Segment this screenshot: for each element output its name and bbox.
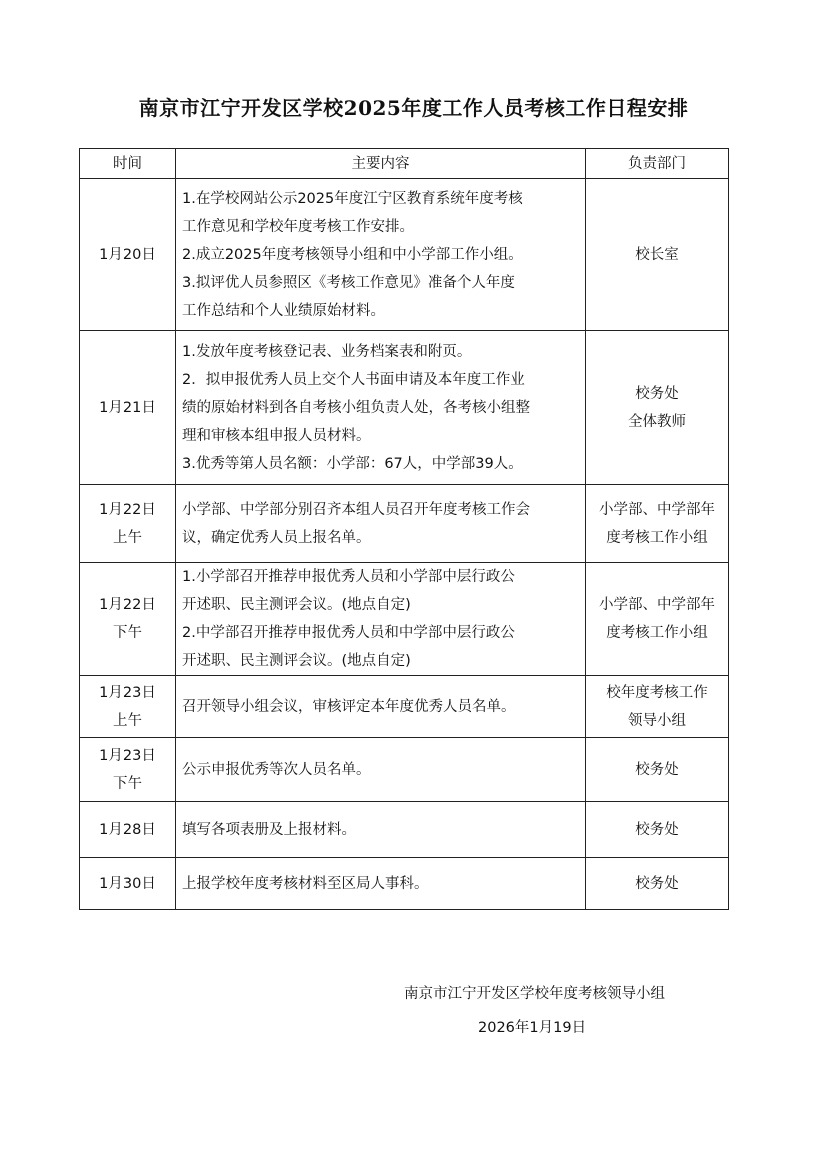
content-cell-line: 填写各项表册及上报材料。	[182, 821, 356, 838]
dept-cell	[586, 676, 729, 738]
content-cell-line: 公示申报优秀等次人员名单。	[182, 761, 371, 778]
table-header-row	[80, 149, 729, 179]
table-row	[80, 485, 729, 563]
dept-cell-line: 度考核工作小组	[606, 625, 708, 641]
content-cell	[176, 563, 586, 676]
time-cell	[80, 563, 176, 676]
dept-cell-line: 全体教师	[628, 413, 686, 430]
table-row	[80, 331, 729, 485]
dept-cell-line: 度考核工作小组	[606, 529, 708, 546]
dept-cell-line: 校年度考核工作	[606, 684, 708, 701]
time-cell-line: 上午	[113, 529, 142, 546]
time-cell-line: 下午	[113, 775, 142, 792]
table-row	[80, 676, 729, 738]
content-cell	[176, 676, 586, 738]
time-cell-line: 1月20日	[99, 246, 156, 263]
time-cell-line: 1月22日	[99, 501, 156, 518]
content-cell-line: 绩的原始材料到各自考核小组负责人处，各考核小组整	[182, 399, 530, 416]
content-cell-line: 开述职、民主测评会议。(地点自定)	[182, 653, 411, 669]
table-row	[80, 179, 729, 331]
content-cell-line: 开述职、民主测评会议。(地点自定)	[182, 597, 411, 613]
dept-cell-line: 校务处	[635, 875, 679, 892]
footer-date: 2026年1月19日	[478, 1020, 587, 1036]
content-cell-line: 1.在学校网站公示2025年度江宁区教育系统年度考核	[182, 190, 523, 207]
content-cell	[176, 179, 586, 331]
time-cell-line: 1月23日	[99, 684, 156, 701]
content-cell	[176, 331, 586, 485]
content-cell-line: 工作意见和学校年度考核工作安排。	[182, 218, 414, 235]
footer-organization: 南京市江宁开发区学校年度考核领导小组	[404, 986, 665, 1002]
time-cell-line: 下午	[113, 625, 142, 641]
time-cell-line: 1月30日	[99, 875, 156, 892]
dept-cell-line: 校务处	[635, 761, 679, 778]
table-row	[80, 858, 729, 910]
table-row	[80, 563, 729, 676]
content-cell	[176, 738, 586, 802]
dept-cell	[586, 485, 729, 563]
time-cell-line: 1月22日	[99, 597, 156, 613]
header-time: 时间	[80, 149, 176, 179]
time-cell-line: 1月23日	[99, 747, 156, 764]
content-cell	[176, 485, 586, 563]
schedule-table	[79, 148, 729, 910]
time-cell	[80, 738, 176, 802]
dept-cell-line: 小学部、中学部年	[599, 501, 715, 518]
content-cell-line: 小学部、中学部分别召齐本组人员召开年度考核工作会	[182, 501, 530, 518]
content-cell-line: 理和审核本组申报人员材料。	[182, 427, 371, 444]
time-cell-line: 1月21日	[99, 399, 156, 416]
dept-cell	[586, 858, 729, 910]
dept-cell-line: 校务处	[635, 821, 679, 838]
time-cell-line: 1月28日	[99, 821, 156, 838]
table-row	[80, 738, 729, 802]
dept-cell-line: 校务处	[635, 385, 679, 402]
time-cell	[80, 802, 176, 858]
table-row	[80, 802, 729, 858]
dept-cell	[586, 179, 729, 331]
content-cell-line: 2．拟申报优秀人员上交个人书面申请及本年度工作业	[182, 371, 525, 388]
header-dept: 负责部门	[586, 149, 729, 179]
dept-cell-line: 小学部、中学部年	[599, 597, 715, 613]
content-cell-line: 1.小学部召开推荐申报优秀人员和小学部中层行政公	[182, 569, 515, 585]
dept-cell	[586, 331, 729, 485]
content-cell-line: 议，确定优秀人员上报名单。	[182, 529, 371, 546]
content-cell-line: 3.优秀等第人员名额：小学部：67人，中学部39人。	[182, 455, 523, 472]
time-cell	[80, 331, 176, 485]
dept-cell	[586, 802, 729, 858]
time-cell-line: 上午	[113, 712, 142, 729]
dept-cell	[586, 563, 729, 676]
content-cell	[176, 858, 586, 910]
time-cell	[80, 485, 176, 563]
document-title: 南京市江宁开发区学校2025年度工作人员考核工作日程安排	[138, 96, 689, 120]
content-cell	[176, 802, 586, 858]
content-cell-line: 2.成立2025年度考核领导小组和中小学部工作小组。	[182, 246, 523, 263]
dept-cell	[586, 738, 729, 802]
time-cell	[80, 858, 176, 910]
time-cell	[80, 676, 176, 738]
dept-cell-line: 领导小组	[628, 712, 686, 729]
content-cell-line: 2.中学部召开推荐申报优秀人员和中学部中层行政公	[182, 625, 515, 641]
content-cell-line: 3.拟评优人员参照区《考核工作意见》准备个人年度	[182, 274, 515, 291]
content-cell-line: 1.发放年度考核登记表、业务档案表和附页。	[182, 343, 472, 360]
dept-cell-line: 校长室	[635, 246, 679, 263]
time-cell	[80, 179, 176, 331]
content-cell-line: 召开领导小组会议，审核评定本年度优秀人员名单。	[182, 698, 516, 715]
content-cell-line: 工作总结和个人业绩原始材料。	[182, 302, 385, 319]
content-cell-line: 上报学校年度考核材料至区局人事科。	[182, 875, 429, 892]
header-content: 主要内容	[176, 149, 586, 179]
